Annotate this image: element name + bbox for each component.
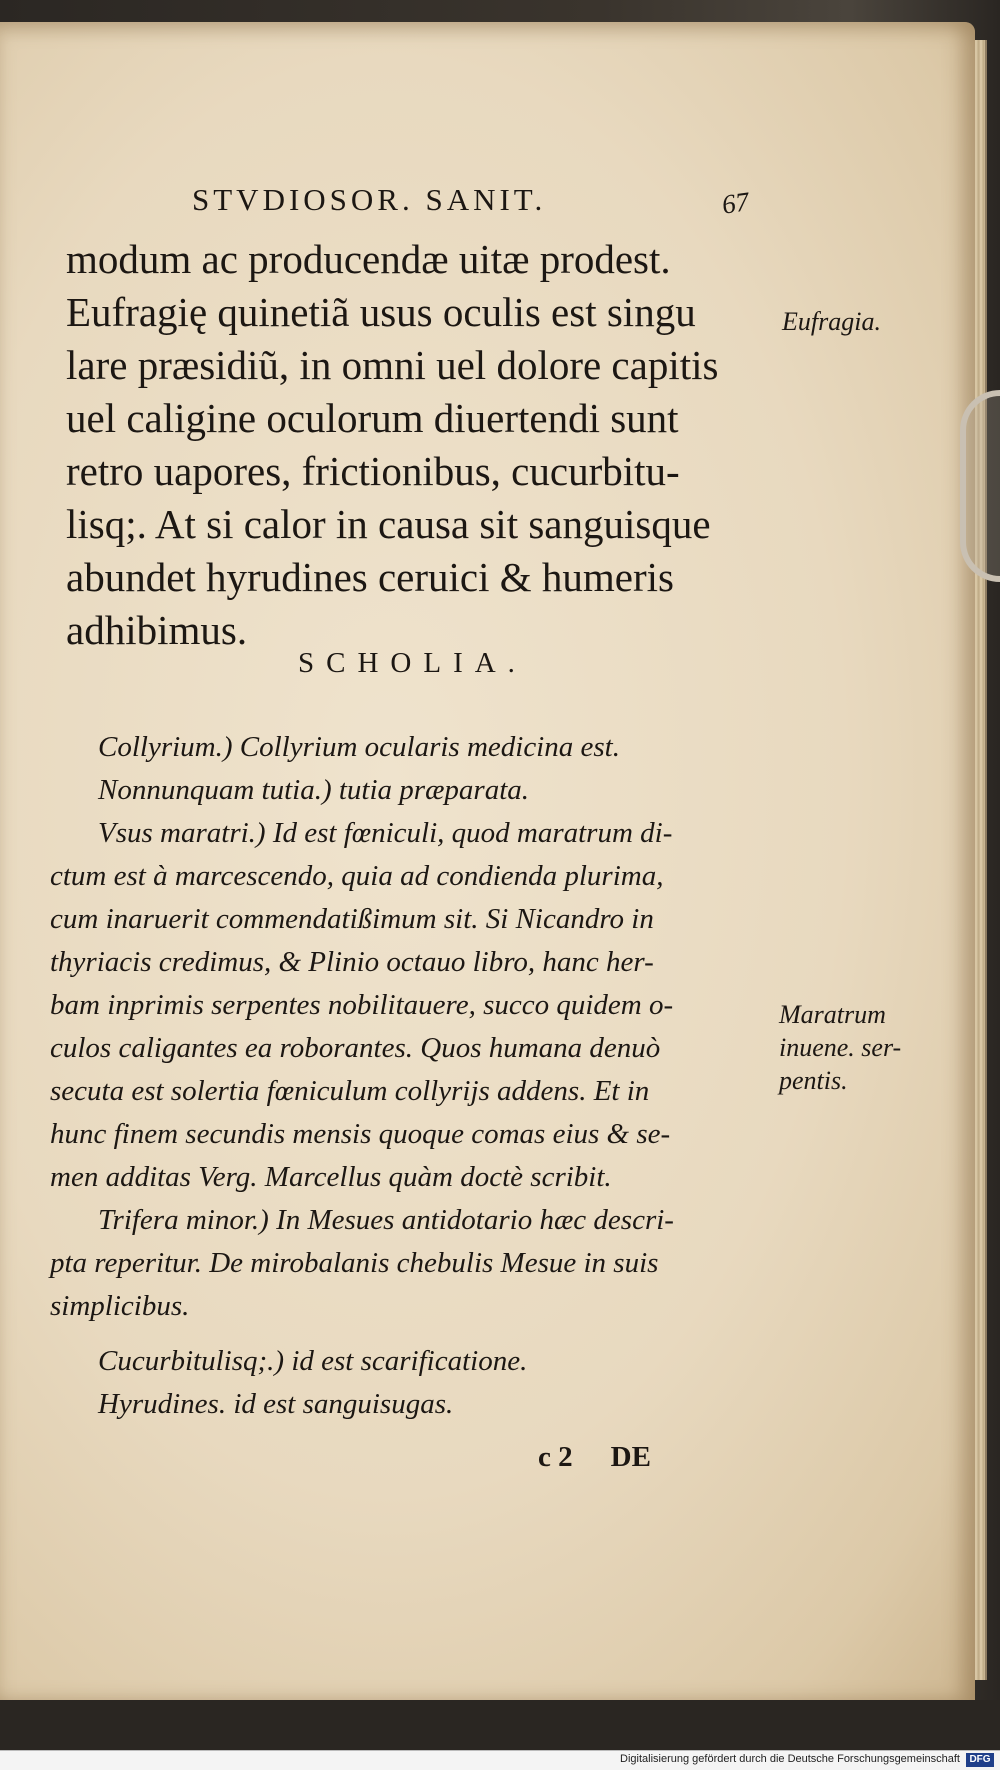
scholia-text: [50, 726, 770, 1426]
book-clasp: [960, 390, 1000, 582]
scholia-line: Hyrudines. id est sanguisugas.: [98, 1388, 454, 1420]
main-line: Eufragię quinetiã usus oculis est singu: [66, 289, 696, 335]
main-line: abundet hyrudines ceruici & humeris: [66, 554, 674, 600]
signature-mark: c 2: [538, 1441, 573, 1473]
spacer: [50, 1328, 770, 1340]
scholia-line: Vsus maratri.) Id est fœniculi, quod maratrum di-: [98, 817, 673, 849]
dfg-logo[interactable]: DFG: [966, 1753, 994, 1767]
main-line: modum ac producendæ uitæ prodest.: [66, 236, 671, 282]
marginal-line: inuene. ser-: [779, 1033, 902, 1062]
main-line: lisq;. At si calor in causa sit sanguisque: [66, 501, 711, 547]
scholia-line: thyriacis credimus, & Plinio octauo libro, hanc her-: [50, 946, 654, 978]
marginal-line: pentis.: [779, 1066, 848, 1095]
scholia-line: pta reperitur. De mirobalanis chebulis Mesue in suis: [50, 1247, 659, 1279]
marginal-note-maratrum: [779, 998, 901, 1097]
scholia-line: ctum est à marcescendo, quia ad condienda plurima,: [50, 860, 664, 892]
main-line: lare præsidiũ, in omni uel dolore capitis: [66, 342, 719, 388]
running-head: STVDIOSOR. SANIT.: [192, 182, 547, 217]
folio-number: 67: [719, 186, 751, 220]
scholia-line: hunc finem secundis mensis quoque comas eius & se-: [50, 1118, 671, 1150]
main-line: uel caligine oculorum diuertendi sunt: [66, 395, 679, 441]
scholia-line: Nonnunquam tutia.) tutia præparata.: [98, 774, 530, 806]
scholia-line: bam inprimis serpentes nobilitauere, succo quidem o-: [50, 989, 674, 1021]
scholia-line: Trifera minor.) In Mesues antidotario hæc descri-: [98, 1204, 674, 1236]
marginal-line: Maratrum: [779, 1000, 886, 1029]
scholia-heading: SCHOLIA.: [298, 647, 527, 679]
scholia-line: cum inaruerit commendatißimum sit. Si Nicandro in: [50, 903, 654, 935]
scholia-line: secuta est solertia fœniculum collyrijs addens. Et in: [50, 1075, 650, 1107]
scholia-line: simplicibus.: [50, 1290, 190, 1322]
scholia-line: culos caligantes ea roborantes. Quos humana denuò: [50, 1032, 661, 1064]
main-line: adhibimus.: [66, 607, 248, 653]
scholia-line: Collyrium.) Collyrium ocularis medicina est.: [98, 731, 620, 763]
catchword: DE: [610, 1441, 651, 1473]
catchwords: [538, 1441, 651, 1474]
scholia-line: Cucurbitulisq;.) id est scarificatione.: [98, 1345, 528, 1377]
digitization-footer: [0, 1750, 1000, 1770]
main-line: retro uapores, frictionibus, cucurbitu-: [66, 448, 680, 494]
main-text: [66, 233, 786, 657]
footer-text: Digitalisierung gefördert durch die Deutsche Forschungsgemeinschaft: [620, 1753, 960, 1765]
scholia-line: men additas Verg. Marcellus quàm doctè scribit.: [50, 1161, 612, 1193]
marginal-note-eufragia: Eufragia.: [782, 307, 881, 336]
